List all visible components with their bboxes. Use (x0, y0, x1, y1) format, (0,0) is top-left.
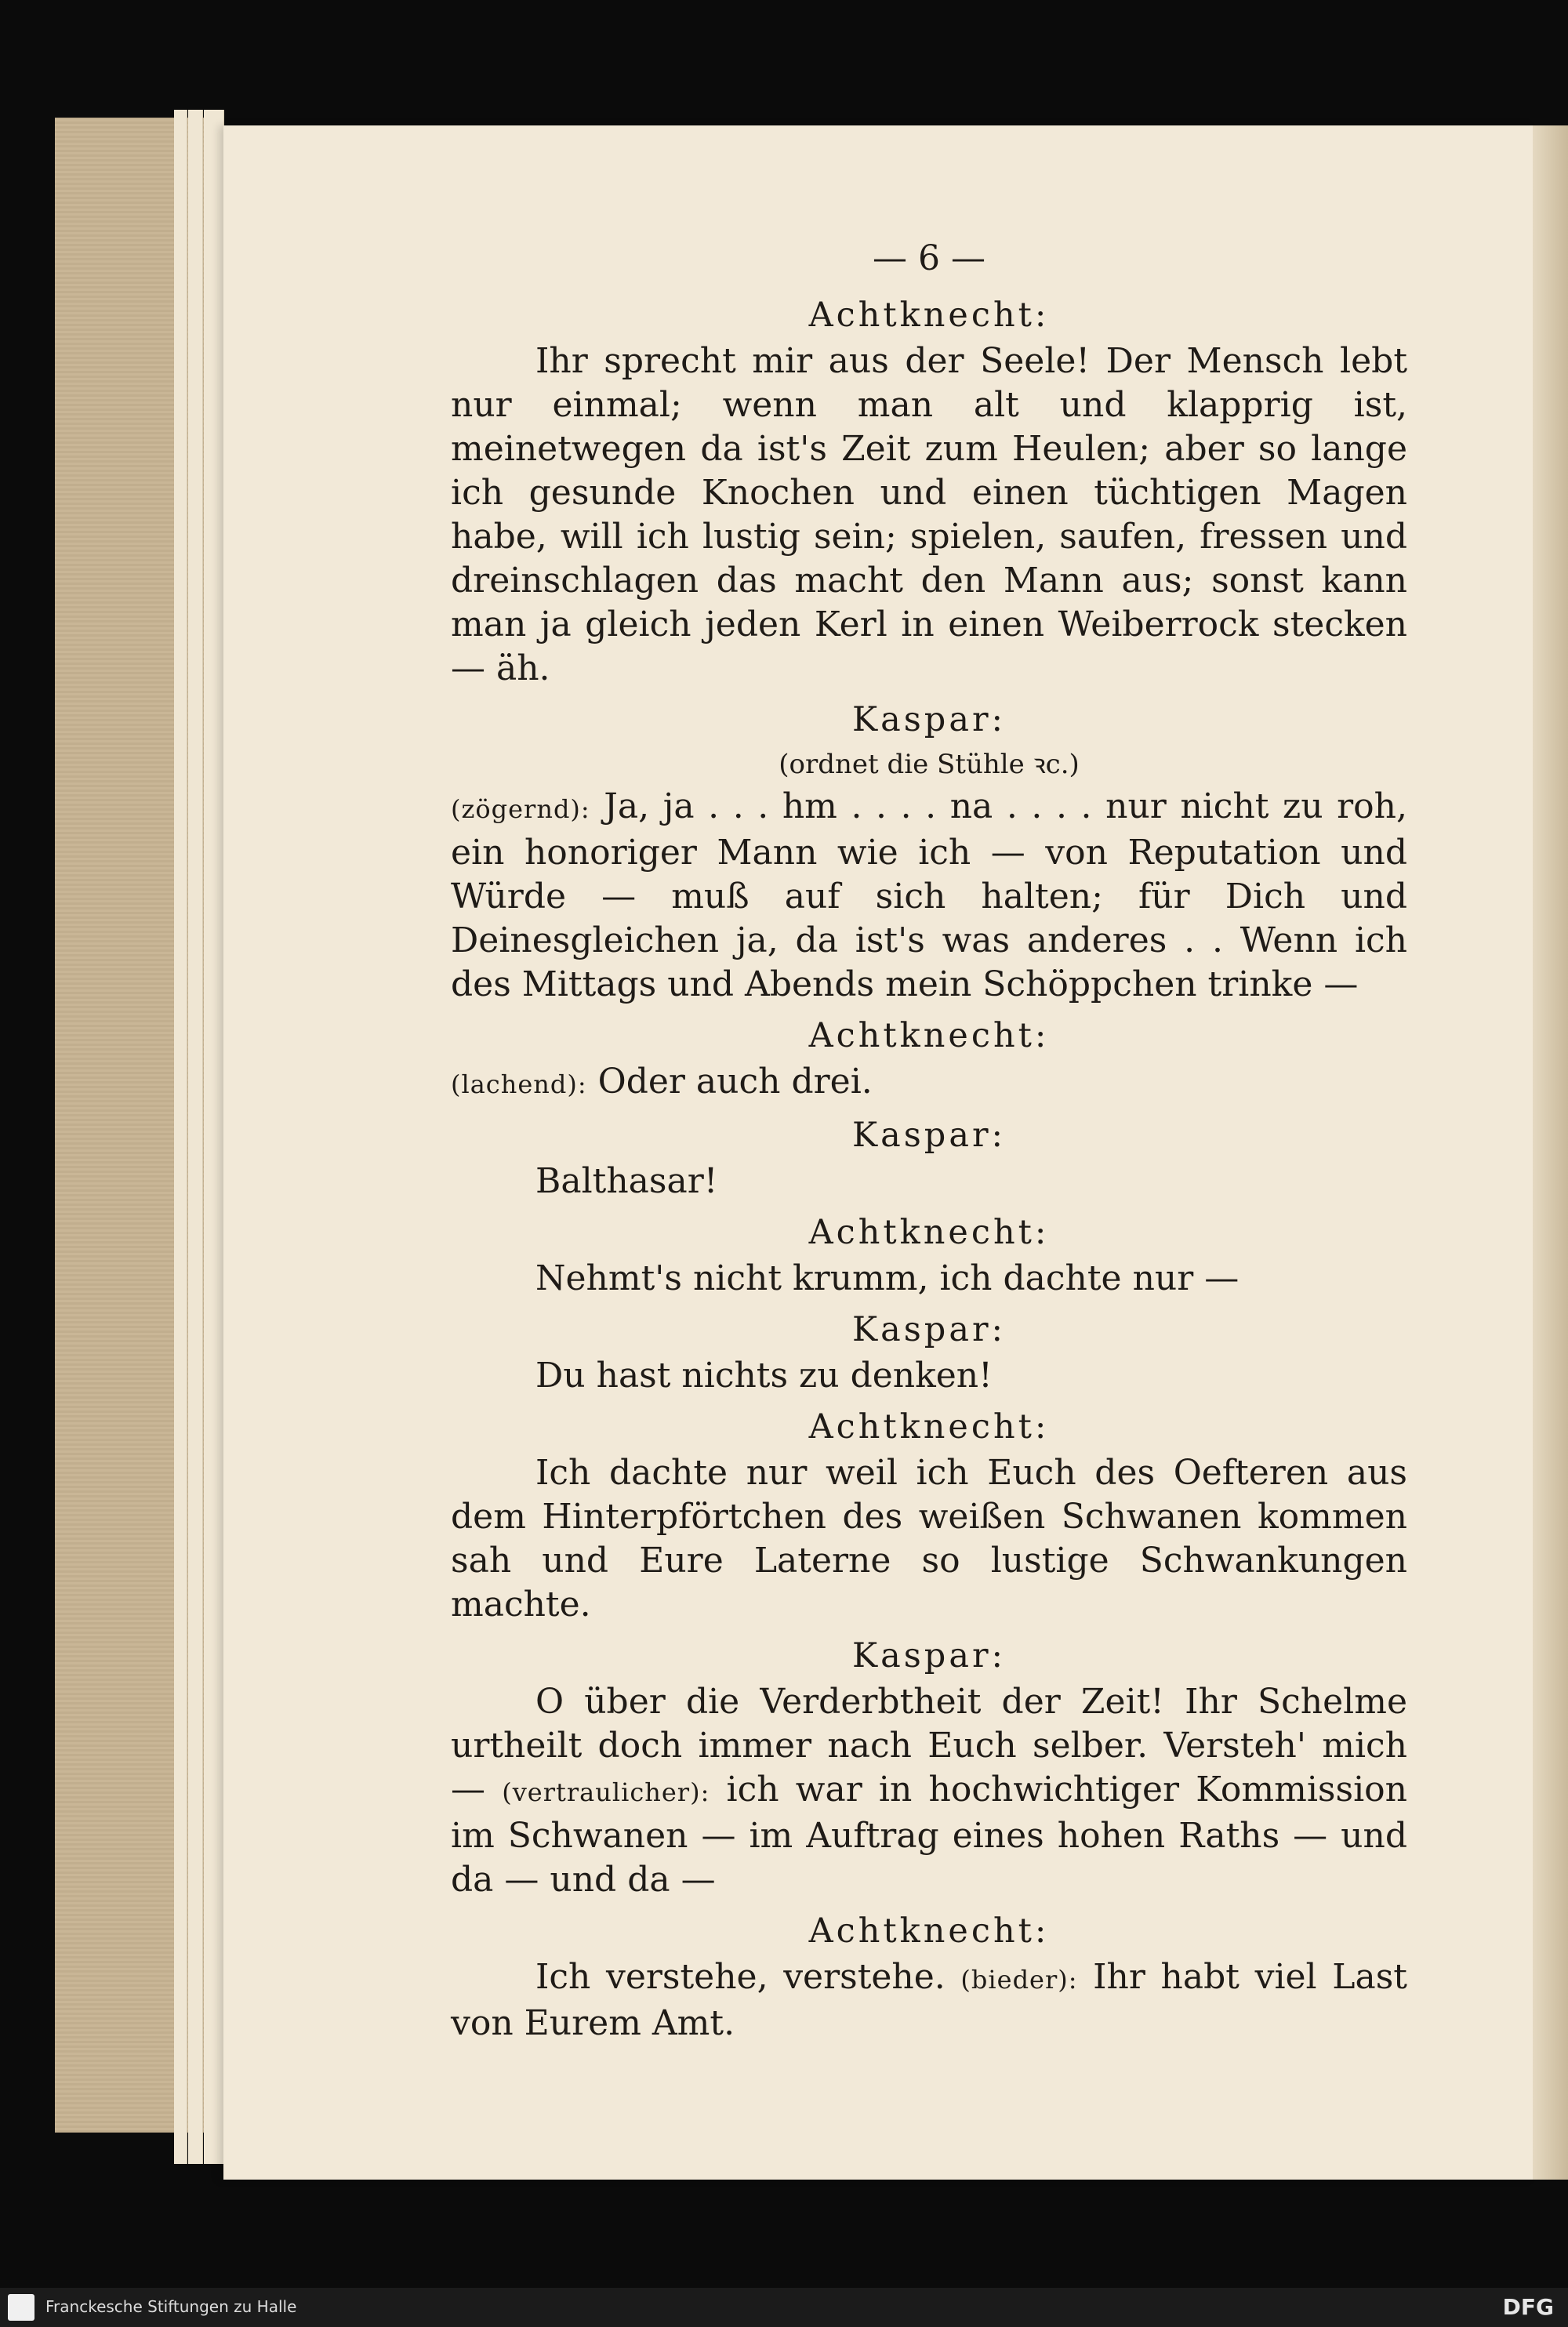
dialogue-paragraph (451, 1955, 1407, 2046)
stage-direction-inline: (vertraulicher): (502, 1777, 710, 1807)
dialogue-paragraph (451, 785, 1407, 1007)
dialogue-text: Oder auch drei. (597, 1062, 873, 1102)
page-stack-edge (174, 110, 187, 2164)
dialogue-paragraph: Du hast nichts zu denken! (535, 1356, 993, 1396)
dialogue-text: Ihr habt viel Last von Eurem Amt. (451, 1957, 1407, 2043)
dialogue-paragraph: Balthasar! (535, 1161, 718, 1201)
dialogue-paragraph: Nehmt's nicht krumm, ich dachte nur — (535, 1258, 1240, 1298)
page-number: — 6 — (873, 238, 985, 278)
page-content (451, 231, 1407, 2046)
dialogue-text: ich war in hochwichtiger Kommission im Schwanen — im Auftrag eines hohen Raths — und da — und da — (451, 1770, 1407, 1900)
stage-direction-inline: (lachend): (451, 1069, 587, 1099)
dialogue-text: Ihr sprecht mir aus der Seele! Der Mensch lebt nur einmal; wenn man alt und klapprig ist, meinetwegen da ist's Zeit zum Heulen; aber so lange ich gesunde Knochen und einen tüchtigen Magen habe, will ich lustig sein; spielen, saufen, fressen und dreinschlagen das macht den Mann aus; sonst kann man ja gleich jeden Kerl in einen Weiberrock stecken — äh. (451, 341, 1407, 688)
dialogue-text: Ich verstehe, verstehe. (535, 1957, 946, 1997)
speaker-label: Kaspar: (851, 1310, 1007, 1349)
dialogue-paragraph (451, 1060, 1407, 1106)
stage-direction-inline: (bieder): (960, 1965, 1078, 1995)
page-stack-edge (204, 110, 224, 2164)
speaker-label: Achtknecht: (808, 1911, 1050, 1951)
dialogue-text: Ja, ja . . . hm . . . . na . . . . nur nicht zu roh, ein honoriger Mann wie ich — von Reputation und Würde — muß auf sich halten; für Dich und Deinesgleichen ja, da ist's was anderes . . Wenn ich des Mittags und Abends mein Schöppchen trinke — (451, 786, 1407, 1004)
speaker-label: Achtknecht: (808, 1407, 1050, 1447)
dialogue-paragraph (451, 1680, 1407, 1902)
speaker-label: Achtknecht: (808, 1016, 1050, 1055)
institution-name: Franckesche Stiftungen zu Halle (45, 2297, 297, 2316)
dialogue-text: Ich dachte nur weil ich Euch des Oefteren aus dem Hinterpförtchen des weißen Schwanen kommen sah und Eure Laterne so lustige Schwankungen machte. (451, 1453, 1407, 1625)
page-stack-edge (188, 110, 203, 2164)
viewer-footer (0, 2288, 1568, 2327)
dialogue-paragraph (451, 339, 1407, 691)
dfg-badge: DFG (1502, 2294, 1554, 2320)
dialogue-paragraph (451, 1451, 1407, 1627)
page-gutter (1533, 125, 1568, 2180)
speaker-label: Kaspar: (851, 700, 1007, 739)
institution-logo-icon (8, 2294, 34, 2321)
stage-direction: (ordnet die Stühle ꝛc.) (779, 749, 1080, 780)
speaker-label: Achtknecht: (808, 296, 1050, 335)
speaker-label: Kaspar: (851, 1636, 1007, 1675)
stage-direction-inline: (zögernd): (451, 794, 590, 824)
dialogue-text: O über die Verderbtheit der Zeit! Ihr Schelme urtheilt doch immer nach Euch selber. Versteh' mich — (451, 1682, 1407, 1810)
speaker-label: Achtknecht: (808, 1213, 1050, 1252)
speaker-label: Kaspar: (851, 1116, 1007, 1155)
